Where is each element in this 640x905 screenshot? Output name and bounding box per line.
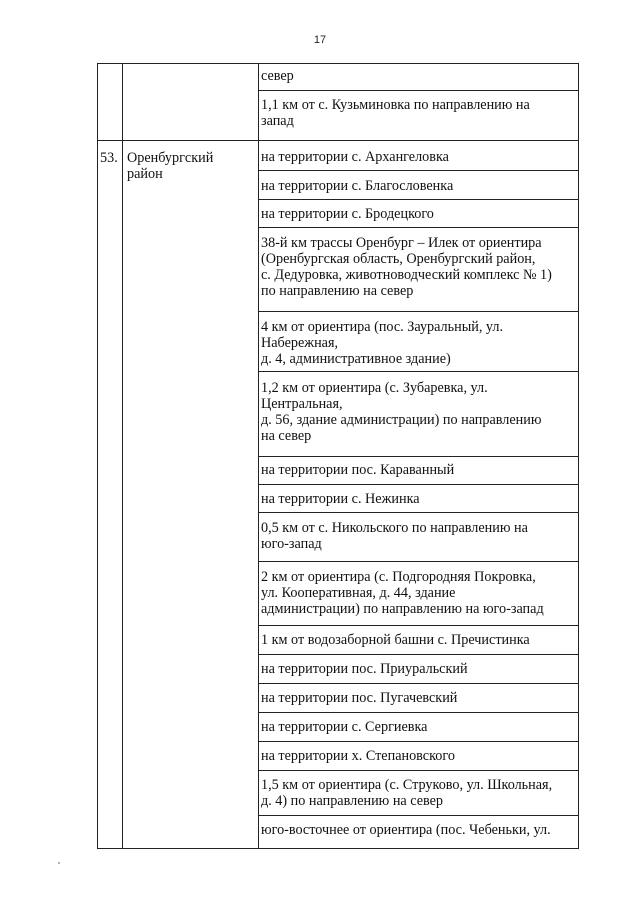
row-divider [258,371,579,372]
row-divider [258,90,579,91]
entry-divider [97,140,579,141]
row-divider [258,170,579,171]
row-divider [258,815,579,816]
row-divider [258,683,579,684]
row-divider [258,712,579,713]
page-number: 17 [313,34,327,46]
table-row: 1 км от водозаборной башни с. Пречистинка [261,632,530,648]
table-row: 1,5 км от ориентира (с. Струково, ул. Школьная, д. 4) по направлению на север [261,777,553,809]
row-divider [258,770,579,771]
scan-speck [58,862,60,864]
table-row: 1,2 км от ориентира (с. Зубаревка, ул. Центральная, д. 56, здание администрации) по направлению на север [261,380,542,444]
table-row: 4 км от ориентира (пос. Зауральный, ул. Набережная, д. 4, административное здание) [261,319,504,367]
table-row: 2 км от ориентира (с. Подгородняя Покровка, ул. Кооперативная, д. 44, здание администрации) по направлению на юго-запад [261,569,544,617]
table-row: на территории с. Благословенка [261,178,454,194]
table-row: на территории с. Архангеловка [261,149,449,165]
row-divider [258,654,579,655]
row-divider [258,625,579,626]
table-row: на территории пос. Караванный [261,462,455,478]
table-row: на территории с. Сергиевка [261,719,428,735]
table-divider-1 [122,63,123,849]
table-row: на территории х. Степановского [261,748,455,764]
table-row: 1,1 км от с. Кузьминовка по направлению на запад [261,97,530,129]
table-border-top [97,63,579,64]
row-divider [258,512,579,513]
row-divider [258,561,579,562]
table-row: 0,5 км от с. Никольского по направлению на юго-запад [261,520,528,552]
table-row: юго-восточнее от ориентира (пос. Чебеньки, ул. [261,822,551,838]
row-divider [258,484,579,485]
table-row: север [261,68,294,84]
district-name: Оренбургский район [127,150,214,182]
table-row: на территории с. Бродецкого [261,206,434,222]
entry-number: 53. [100,150,118,166]
table-row: 38-й км трассы Оренбург – Илек от ориентира (Оренбургская область, Оренбургский район, с. Дедуровка, животноводческий комплекс № 1) по направлению на север [261,235,552,299]
table-border-left [97,63,98,849]
row-divider [258,199,579,200]
row-divider [258,456,579,457]
table-border-bottom [97,848,579,849]
table-row: на территории пос. Приуральский [261,661,468,677]
row-divider [258,311,579,312]
table-row: на территории с. Нежинка [261,491,420,507]
row-divider [258,741,579,742]
table-row: на территории пос. Пугачевский [261,690,458,706]
row-divider [258,227,579,228]
